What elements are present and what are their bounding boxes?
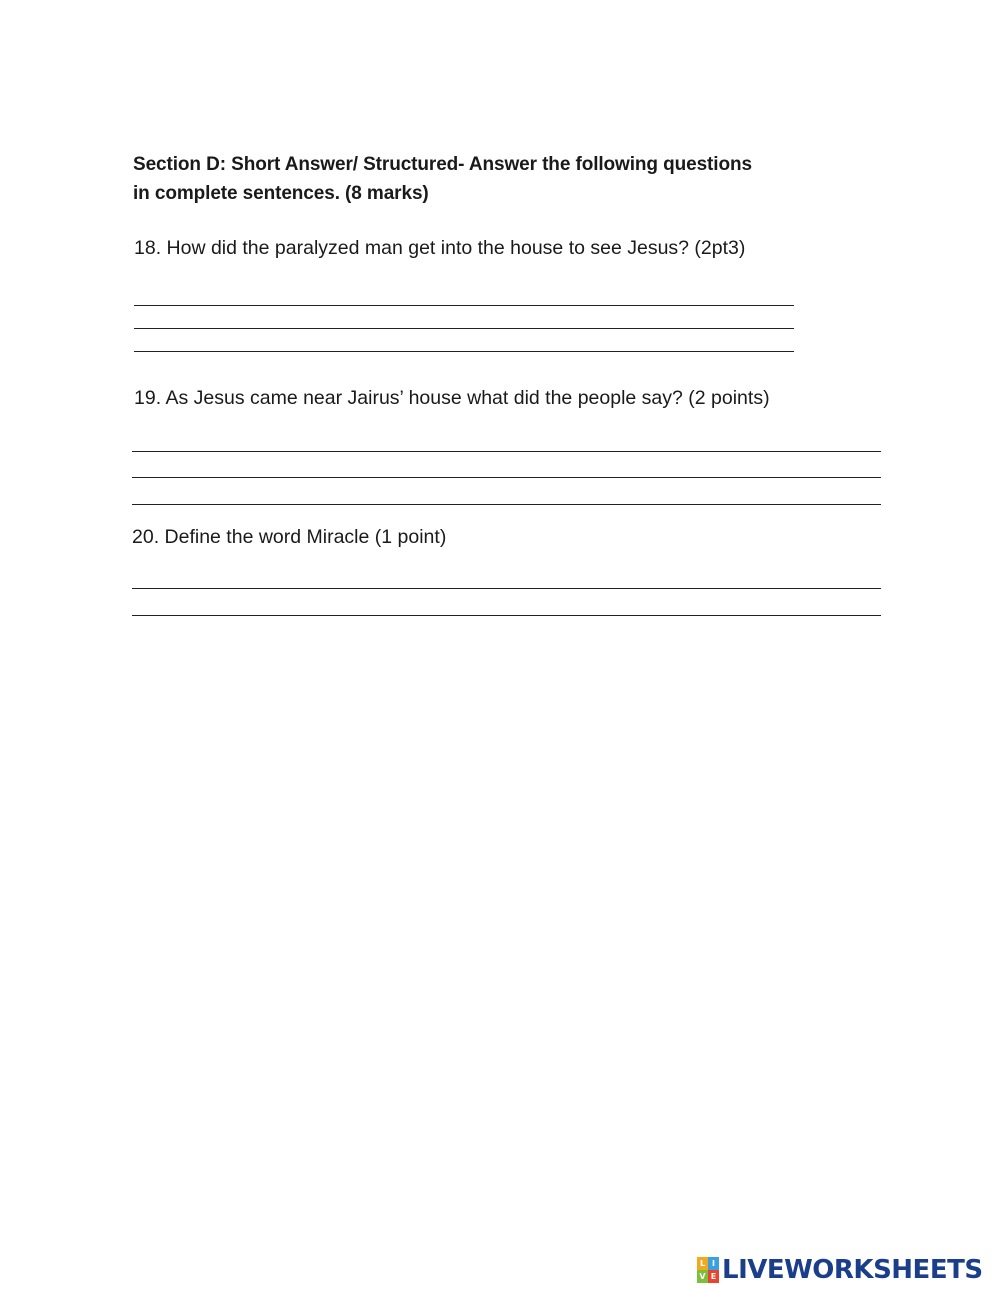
answer-line-q20-2[interactable] (132, 615, 881, 616)
answer-line-q19-3[interactable] (132, 504, 881, 505)
question-20: 20. Define the word Miracle (1 point) (132, 526, 447, 548)
answer-line-q20-1[interactable] (132, 588, 881, 589)
logo-cell-l: L (697, 1257, 708, 1270)
logo-cell-v: V (697, 1270, 708, 1283)
liveworksheets-logo-icon (697, 1257, 719, 1283)
section-heading-line-1: Section D: Short Answer/ Structured- Answer the following questions (133, 154, 752, 175)
logo-cell-i: I (708, 1257, 719, 1270)
answer-line-q18-2[interactable] (134, 328, 794, 329)
section-heading-line-2: in complete sentences. (8 marks) (133, 183, 429, 204)
question-19: 19. As Jesus came near Jairus’ house what did the people say? (2 points) (134, 387, 770, 409)
liveworksheets-brand (697, 1255, 983, 1285)
section-heading (133, 150, 833, 208)
answer-line-q18-3[interactable] (134, 351, 794, 352)
brand-wordmark: LIVEWORKSHEETS (722, 1255, 983, 1285)
answer-line-q18-1[interactable] (134, 305, 794, 306)
question-18: 18. How did the paralyzed man get into the house to see Jesus? (2pt3) (134, 237, 746, 259)
answer-line-q19-1[interactable] (132, 451, 881, 452)
logo-cell-e: E (708, 1270, 719, 1283)
answer-line-q19-2[interactable] (132, 477, 881, 478)
